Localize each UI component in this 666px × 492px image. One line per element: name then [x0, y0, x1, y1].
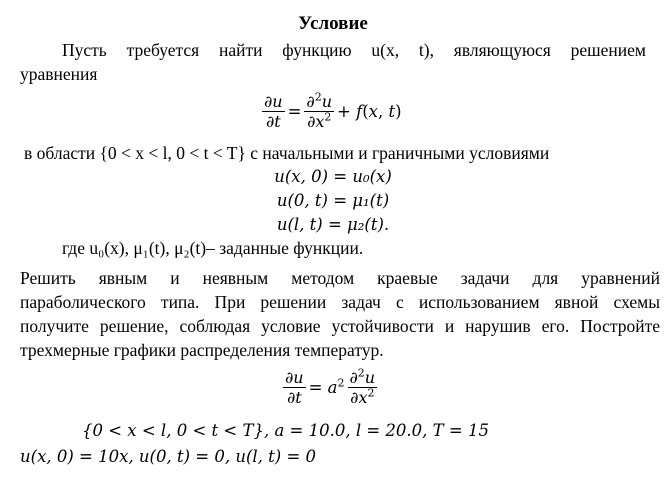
- boundary-condition-left: u(0, t) = μ₁(t): [276, 191, 390, 210]
- domain-line: в области {0 < x < l, 0 < t < T} с начальными и граничными условиями: [24, 143, 550, 163]
- task-line-3: получите решение, соблюдая условие устойчивости и нарушив его. Постройте: [20, 316, 660, 336]
- boundary-condition-right: u(l, t) = μ₂(t).: [276, 215, 390, 234]
- d2u-dx2-fraction: $\frac{\partial^2u}{\partial x^2}$: [306, 90, 333, 131]
- heat-equation-general: $\frac{\partial u}{\partial t}$ = $\frac{\partial^2u}{\partial x^2}$ + f(x, t): [264, 90, 402, 131]
- parameters-line: {0 < x < l, 0 < t < T}, a = 10.0, l = 20.0, T = 15: [82, 421, 489, 440]
- d2u-dx2-fraction-2: $\frac{\partial^2u}{\partial x^2}$: [349, 366, 376, 407]
- given-functions-line: где u₀(x), μ₁(t), μ₂(t)– заданные функции.: [62, 238, 364, 258]
- paragraph-1-line-2: уравнения: [20, 64, 98, 84]
- du-dt-fraction-2: $\frac{\partial u}{\partial t}$: [285, 368, 304, 407]
- task-line-2: параболического типа. При решении задач с использованием явной схемы: [20, 292, 660, 312]
- task-line-4: трехмерные графики распределения температур.: [20, 340, 384, 360]
- task-line-1: Решить явным и неявным методом краевые задачи для уравнений: [20, 268, 660, 288]
- du-dt-fraction: $\frac{\partial u}{\partial t}$: [264, 92, 283, 131]
- document-title: Условие: [298, 13, 368, 34]
- paragraph-1-line-1: Пусть требуется найти функцию u(x, t), являющуюся решением: [62, 40, 646, 60]
- boundary-values-line: u(x, 0) = 10x, u(0, t) = 0, u(l, t) = 0: [20, 447, 317, 466]
- initial-condition: u(x, 0) = u₀(x): [274, 167, 392, 186]
- heat-equation-specific: $\frac{\partial u}{\partial t}$ = $a^2$ $\frac{\partial^2u}{\partial x^2}$: [285, 366, 376, 407]
